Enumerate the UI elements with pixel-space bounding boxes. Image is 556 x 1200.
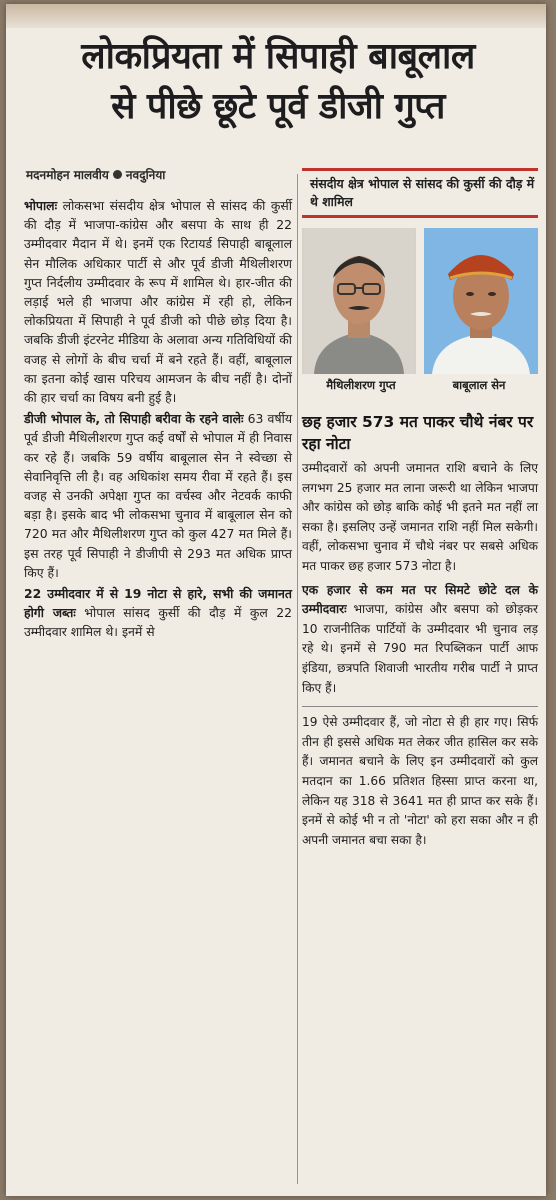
portrait-man-cap-icon <box>424 228 538 374</box>
article-paragraph <box>24 196 292 407</box>
nota-subheadline: छह हजार 573 मत पाकर चौथे नंबर पर रहा नोटा <box>302 413 534 453</box>
article-paragraph <box>24 409 292 582</box>
newspaper-page <box>6 4 546 1196</box>
paragraph-text: भोपाल सांसद कुर्सी की दौड़ में कुल 22 उम्मीदवार शामिल थे। इनमें से <box>24 605 292 640</box>
bullet-dot-icon <box>113 170 122 179</box>
paragraph-lead: डीजी भोपाल के, तो सिपाही बरीवा के रहने वालेः <box>24 411 244 427</box>
photo-captions <box>302 378 538 393</box>
byline-publication: नवदुनिया <box>125 168 166 182</box>
headline <box>18 32 538 132</box>
paragraph-text: लोकसभा संसदीय क्षेत्र भोपाल से सांसद की कुर्सी की दौड़ में भाजपा-कांग्रेस और बसपा के साथ ही 22 उम्मीदवार मैदान में थे। इनमें एक रिटायर्ड सिपाही बाबूलाल सेन मौलिक अधिकार पार्टी से और पूर्व डीजी मैथिलीशरण गुप्त निर्दलीय उम्मीदवार के रूप में शामिल थे। हार-जीत की लड़ाई भले ही भाजपा और कांग्रेस में रही हो, लेकिन लोकप्रियता में सिपाही ने पूर्व डीजी को पीछे छोड़ दिया है। जबकि डीजी इंटरनेट मीडिया के अलावा अन्य गतिविधियों की वजह से लोगों के बीच चर्चा में बने रहते हैं। वहीं, बाबूलाल का इतना कोई खास परिचय आमजन के बीच नहीं है। दोनों की हार चर्चा का विषय बनी हुई है। <box>24 198 292 406</box>
headline-line-2: से पीछे छूटे पूर्व डीजी गुप्त <box>111 86 445 127</box>
column-divider <box>297 174 298 1184</box>
byline-author: मदनमोहन मालवीय <box>26 168 109 182</box>
right-article-column <box>302 168 538 1188</box>
photo-box-caption: संसदीय क्षेत्र भोपाल से सांसद की कुर्सी की दौड़ में थे शामिल <box>310 176 535 209</box>
caption-gupt: मैथिलीशरण गुप्त <box>326 378 396 392</box>
article-paragraph <box>24 584 292 642</box>
photo-babulal-sen <box>424 228 538 374</box>
paragraph-text: 63 वर्षीय पूर्व डीजी मैथिलीशरण गुप्त कई वर्षों से भोपाल में ही निवास कर रहे हैं। जबकि 59 वर्षीय बाबूलाल सेन ने स्वेच्छा से सेवानिवृत्ति ली है। वह अधिकांश समय रीवा में रहते हैं। इस वजह से उनकी अपेक्षा गुप्त का वर्चस्व और नेटवर्क काफी बड़ा है। इसके बाद भी लोकसभा चुनाव में बाबूलाल सेन को 720 मत और मैथिलीशरण गुप्त को कुल 427 मत मिले हैं। इस तरह पूर्व सिपाही ने डीजीपी से 293 मत अधिक प्राप्त किए हैं। <box>24 411 292 580</box>
photo-maithilisharan-gupt <box>302 228 416 374</box>
portrait-man-glasses-icon <box>302 228 416 374</box>
paragraph-lead: 22 उम्मीदवार में से 19 नोटा से हारे, सभी की जमानत होगी जब्तः <box>24 586 292 621</box>
red-rule-bottom <box>302 215 538 218</box>
deposit-paragraph: 19 ऐसे उम्मीदवार हैं, जो नोटा से ही हार गए। सिर्फ तीन ही इससे अधिक मत लेकर जीत हासिल कर सके हैं। जमानत बचाने के लिए इन उम्मीदवारों को कुल मतदान का 1.66 प्रतिशत हिस्सा प्राप्त करना था, लेकिन यह 318 से 3641 मत ही प्राप्त कर सके हैं। इनमें से कोई भी न तो 'नोटा' को हरा सका और न ही अपनी जमानत बचा सका है। <box>302 715 538 847</box>
nota-paragraph: उम्मीदवारों को अपनी जमानत राशि बचाने के लिए लगभग 25 हजार मत लाना जरूरी था लेकिन भाजपा और कांग्रेस को छोड़ बाकि कोई भी इतने मत नहीं ला सका है। इसलिए उन्हें जमानत राशि नहीं मिल सकेगी। वहीं, लोकसभा चुनाव में चौथे नंबर पर सबसे अधिक मत पाकर छह हजार 573 नोटा है। <box>302 461 538 573</box>
headline-line-1: लोकप्रियता में सिपाही बाबूलाल <box>81 36 475 77</box>
paragraph-text: भाजपा, कांग्रेस और बसपा को छोड़कर 10 राजनीतिक पार्टियों के उम्मीदवार भी चुनाव लड़ रहे थे। इनमें से 790 मत रिपब्लिकन पार्टी आफ इंडिया, छत्रपति शिवाजी भारतीय गरीब पार्टी ने प्राप्त किए हैं। <box>302 602 538 695</box>
paragraph-lead: एक हजार से कम मत पर सिमटे छोटे दल के उम्मीदवारः <box>302 582 538 617</box>
page-top-edge <box>6 4 546 28</box>
caption-sen: बाबूलाल सेन <box>452 378 506 392</box>
byline <box>26 166 286 183</box>
left-article-column <box>24 196 292 1186</box>
paragraph-lead: भोपालः <box>24 198 58 213</box>
section-divider <box>302 706 538 707</box>
candidate-photos <box>302 228 538 396</box>
small-parties-paragraph <box>302 581 538 699</box>
